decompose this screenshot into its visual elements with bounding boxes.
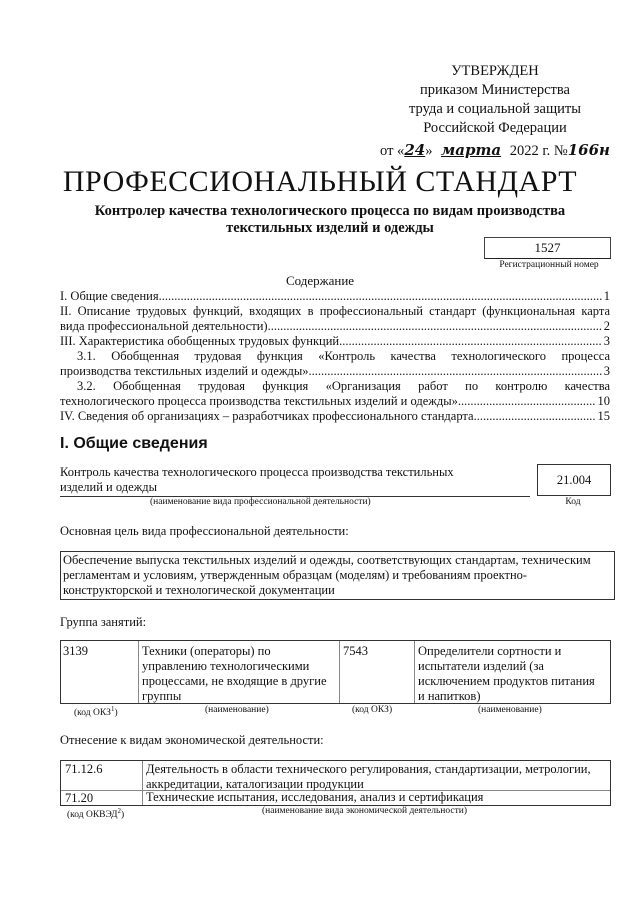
econ-code: 71.20 <box>65 791 94 805</box>
econ-label: Отнесение к видам экономической деятельности: <box>60 733 324 747</box>
toc-item[interactable]: III. Характеристика обобщенных трудовых функций ..... 3 <box>60 334 610 349</box>
econ-activity-table <box>60 760 611 806</box>
toc-item[interactable]: производства текстильных изделий и одежды» ..... 3 <box>60 364 610 379</box>
toc-item-text: II. Описание трудовых функций, входящих в профессиональный стандарт (функциональная карта <box>60 304 610 318</box>
econ-name: Деятельность в области технического регулирования, стандартизации, метрологии, аккредитации, каталогизации продукции <box>146 762 591 791</box>
econ-caption-name: (наименование вида экономической деятельности) <box>262 806 467 816</box>
table-of-contents <box>60 289 610 424</box>
approval-block <box>375 62 615 161</box>
approval-line-ministry: труда и социальной защиты <box>409 101 581 117</box>
group-name: Определители сортности и испытатели изделий (за исключением продуктов питания и напитков) <box>418 644 595 703</box>
econ-code: 71.12.6 <box>65 762 103 776</box>
group-caption-code: (код ОКЗ$^1$) <box>74 705 118 719</box>
group-name: Техники (операторы) по управлению технологическими процессами, не входящие в другие группы <box>142 644 327 703</box>
econ-caption-code: (код ОКВЭД$^2$) <box>67 807 125 821</box>
date-month: марта <box>441 141 502 159</box>
toc-item[interactable]: I. Общие сведения ..... 1 <box>60 289 610 304</box>
registration-label: Регистрационный номер <box>499 260 599 270</box>
goal-box: Обеспечение выпуска текстильных изделий и одежды, соответствующих стандартам, техническим регламентам и условиям, утвержденным образцам (моделям) и требованиям проектно- конструкторской и технологической документации <box>60 551 615 600</box>
toc-item[interactable]: вида профессиональной деятельности) ..... 2 <box>60 319 610 334</box>
date-prefix: от « <box>380 143 405 159</box>
toc-item-text: 3.1. Обобщенная трудовая функция «Контроль качества технологического процесса <box>77 349 610 363</box>
goal-label: Основная цель вида профессиональной деятельности: <box>60 524 349 538</box>
standard-subtitle <box>60 203 600 237</box>
date-year: 2022 г. № <box>509 143 568 159</box>
approval-title: УТВЕРЖДЕН <box>451 63 539 79</box>
econ-name: Технические испытания, исследования, анализ и сертификация <box>146 790 484 804</box>
code-caption: Код <box>565 497 581 507</box>
order-number: 166н <box>567 141 610 159</box>
group-caption-name: (наименование) <box>205 705 269 715</box>
group-caption-code: (код ОКЗ) <box>352 705 393 715</box>
group-code: 3139 <box>63 644 88 658</box>
activity-code: 21.004 <box>537 464 611 496</box>
registration-number: 1527 <box>484 237 611 259</box>
approval-line-order: приказом Министерства <box>420 82 570 98</box>
activity-name: Контроль качества технологического процесса производства текстильных изделий и одежды <box>60 465 454 494</box>
date-mid: » <box>425 143 433 159</box>
toc-item[interactable]: IV. Сведения об организациях – разработчиках профессионального стандарта ..... 15 <box>60 409 610 424</box>
group-code: 7543 <box>343 644 368 658</box>
approval-line-federation: Российской Федерации <box>423 120 567 136</box>
date-day: 24 <box>404 141 426 159</box>
subtitle-line-2: текстильных изделий и одежды <box>226 220 434 236</box>
page-title: ПРОФЕССИОНАЛЬНЫЙ СТАНДАРТ <box>62 165 578 198</box>
section-heading: I. Общие сведения <box>60 435 208 452</box>
group-caption-name: (наименование) <box>478 705 542 715</box>
toc-heading: Содержание <box>285 273 355 288</box>
occupation-group-table <box>60 640 611 704</box>
toc-item[interactable]: технологического процесса производства текстильных изделий и одежды» ..... 10 <box>60 394 610 409</box>
approval-date-line <box>375 141 615 161</box>
group-label: Группа занятий: <box>60 615 147 629</box>
activity-caption: (наименование вида профессиональной деятельности) <box>150 497 371 507</box>
subtitle-line-1: Контролер качества технологического процесса по видам производства <box>94 203 566 219</box>
toc-item-text: 3.2. Обобщенная трудовая функция «Организация работ по контролю качества <box>77 379 610 393</box>
